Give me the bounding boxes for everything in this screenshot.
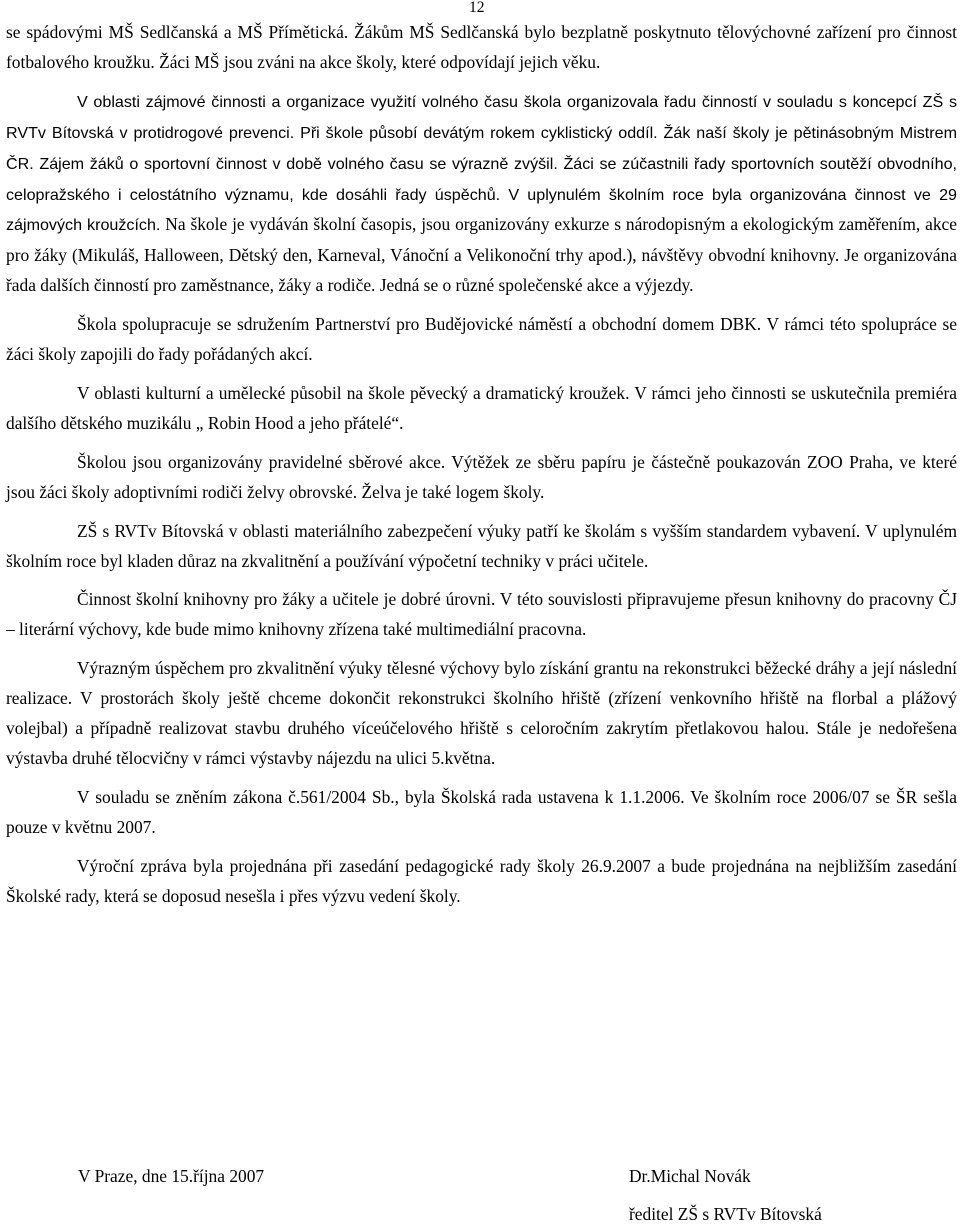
paragraph-library bbox=[6, 585, 957, 645]
paragraph-text: Činnost školní knihovny pro žáky a učitele je dobré úrovni. V této souvislosti připravujeme přesun knihovny do pracovny ČJ – literární výchovy, kde bude mimo knihovny zřízena také multimediální pracovna. bbox=[6, 589, 957, 640]
paragraph-partnership bbox=[6, 310, 957, 370]
report-body bbox=[6, 18, 957, 920]
paragraph-text-sans: V oblasti zájmové činnosti a organizace využití volného času škola organizovala řadu činností v souladu s koncepcí ZŠ s RVTv Bítovská v protidrogové prevenci. Při škole působí devátým rokem cyklistický oddíl. Žák naší školy je pětinásobným Mistrem ČR. Zájem žáků o sportovní činnost v době volného času se výrazně zvýšil. Žáci se zúčastnili řady sportovních soutěží obvodního, celopražského i celostátního významu, kde dosáhli řady úspěchů. V uplynulém školním roce byla organizována činnost ve 29 zájmových kroužcích. bbox=[6, 92, 957, 235]
paragraph-collection bbox=[6, 448, 957, 508]
paragraph-culture bbox=[6, 379, 957, 439]
paragraph-text: Výrazným úspěchem pro zkvalitnění výuky tělesné výchovy bylo získání grantu na rekonstrukci běžecké dráhy a její následní realizace. V prostorách školy ještě chceme dokončit rekonstrukci školního hřiště (zřízení venkovního hřiště na florbal a plážový volejbal) a případně realizovat stavbu druhého víceúčelového hřiště s celoročním zakrytím přetlakovou halou. Stále je nedořešena výstavba druhé tělocvičny v rámci výstavby nájezdu na ulici 5.května. bbox=[6, 658, 957, 768]
paragraph-preschool bbox=[6, 18, 957, 78]
paragraph-sports-grounds bbox=[6, 654, 957, 774]
paragraph-text: se spádovými MŠ Sedlčanská a MŠ Přímětická. Žákům MŠ Sedlčanská bylo bezplatně poskytnuto tělovýchovné zařízení pro činnost fotbalového kroužku. Žáci MŠ jsou zváni na akce školy, které odpovídají jejich věku. bbox=[6, 22, 957, 72]
paragraph-text: Školou jsou organizovány pravidelné sběrové akce. Výtěžek ze sběru papíru je částečně poukazován ZOO Praha, ve které jsou žáci školy adoptivními rodiči želvy obrovské. Želva je také logem školy. bbox=[6, 451, 957, 502]
paragraph-leisure-activities bbox=[6, 87, 957, 301]
paragraph-annual-report bbox=[6, 852, 957, 912]
paragraph-text: Výroční zpráva byla projednána při zasedání pedagogické rady školy 26.9.2007 a bude projednána na nejbližším zasedání Školské rady, která se doposud nesešla i přes výzvu vedení školy. bbox=[6, 855, 957, 906]
paragraph-text: Na škole je vydáván školní časopis, jsou organizovány exkurze s národopisným a ekologickým zaměřením, akce pro žáky (Mikuláš, Halloween, Dětský den, Karneval, Vánoční a Velikonoční trhy apod.), návštěvy obvodní knihovny. Je organizována řada dalších činností pro zaměstnance, žáky a rodiče. Jedná se o různé společenské akce a výjezdy. bbox=[6, 214, 957, 296]
place-and-date: V Praze, dne 15.října 2007 bbox=[78, 1166, 265, 1186]
paragraph-text: V oblasti kulturní a umělecké působil na škole pěvecký a dramatický kroužek. V rámci jeho činnosti se uskutečnila premiéra dalšího dětského muzikálu „ Robin Hood a jeho přátelé“. bbox=[6, 382, 957, 433]
signatory-name: Dr.Michal Novák bbox=[629, 1166, 751, 1186]
paragraph-equipment bbox=[6, 517, 957, 577]
paragraph-text: Škola spolupracuje se sdružením Partnerství pro Budějovické náměstí a obchodní domem DBK. V rámci této spolupráce se žáci školy zapojili do řady pořádaných akcí. bbox=[6, 314, 957, 365]
signatory-title: ředitel ZŠ s RVTv Bítovská bbox=[629, 1204, 822, 1224]
page-number: 12 bbox=[469, 0, 485, 16]
paragraph-school-council bbox=[6, 783, 957, 843]
paragraph-text: V souladu se zněním zákona č.561/2004 Sb., byla Školská rada ustavena k 1.1.2006. Ve školním roce 2006/07 se ŠR sešla pouze v květnu 2007. bbox=[6, 786, 957, 837]
paragraph-text: ZŠ s RVTv Bítovská v oblasti materiálního zabezpečení výuky patří ke školám s vyšším standardem vybavení. V uplynulém školním roce byl kladen důraz na zkvalitnění a používání výpočetní techniky v práci učitele. bbox=[6, 520, 957, 571]
